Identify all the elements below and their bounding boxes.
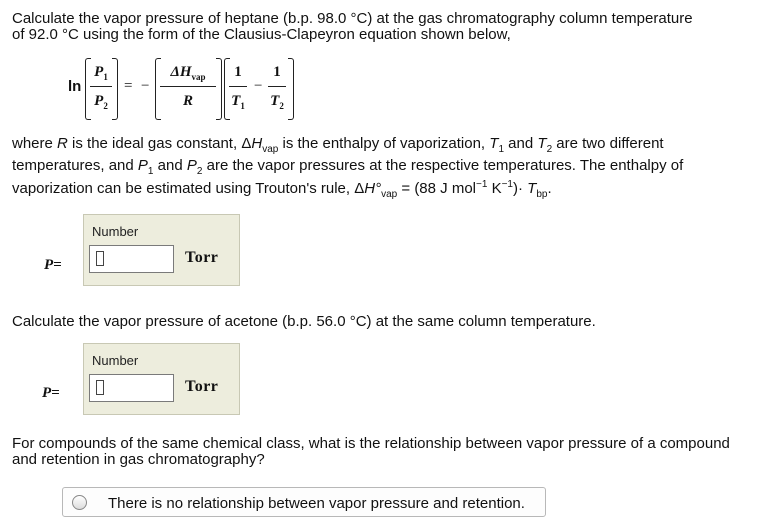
acetone-pressure-input[interactable]	[89, 374, 174, 402]
heptane-pressure-input[interactable]	[89, 245, 174, 273]
p2-symbol: P	[186, 157, 197, 174]
where-line-3: vaporization can be estimated using Trouton's rule, $\Delta H^\circ_{vap} = (88$ J mol$^{-1}$ $K^{-1})\cdot T_{bp}$.	[12, 179, 552, 200]
t2-symbol: T	[270, 93, 280, 109]
numerator-one: 1	[234, 64, 242, 80]
question-1-line-1: Calculate the vapor pressure of heptane (b.p. 98.0 °C) at the gas chromatography column temperature	[12, 10, 693, 27]
p1-symbol: P	[94, 64, 104, 80]
t2-subscript: 2	[279, 101, 284, 111]
option-label: There is no relationship between vapor pressure and retention.	[108, 495, 525, 512]
vap-subscript: vap	[191, 72, 206, 82]
exponent: −1	[476, 179, 488, 190]
vap-subscript: vap	[262, 144, 279, 155]
numerator-one: 1	[273, 64, 281, 80]
question-2: Calculate the vapor pressure of acetone (b.p. 56.0 °C) at the same column temperature.	[12, 313, 596, 330]
exponent: −1	[501, 179, 513, 190]
t1-subscript: 1	[498, 144, 505, 155]
bracket	[288, 58, 294, 120]
p2-subscript: 2	[103, 101, 108, 111]
minus-sign: −	[254, 78, 263, 94]
t2-subscript: 2	[546, 144, 553, 155]
bp-subscript: bp	[536, 189, 548, 200]
bracket	[216, 58, 222, 120]
radio-button[interactable]	[72, 495, 87, 510]
r-symbol: R	[57, 135, 68, 152]
h-standard-symbol: H°	[364, 180, 382, 197]
pressure-label: P=	[44, 257, 62, 273]
text-cursor	[96, 251, 104, 266]
answer-1-widget	[83, 214, 240, 286]
enthalpy-over-r	[160, 60, 216, 113]
answer-option-1[interactable]	[62, 487, 546, 517]
question-1-line-2: of 92.0 °C using the form of the Clausius-Clapeyron equation shown below,	[12, 26, 511, 43]
question-3-line-2: and retention in gas chromatography?	[12, 451, 265, 468]
pressure-ratio	[90, 60, 112, 113]
inverse-t2	[268, 60, 286, 113]
number-label: Number	[92, 353, 139, 368]
where-line-1: where R is the ideal gas constant, $\Delta H_{vap}$ is the enthalpy of vaporization, $T_1$ and $T_2$ are two different	[12, 135, 664, 155]
number-label: Number	[92, 224, 139, 239]
gas-constant-symbol: R	[182, 93, 193, 109]
t1-symbol: T	[489, 135, 499, 152]
p1-subscript: 1	[147, 166, 154, 177]
unit-label: Torr	[185, 378, 219, 395]
where-line-2: temperatures, and $P_1$ and $P_2$ are the vapor pressures at the respective temperatures. The enthalpy of	[12, 157, 684, 177]
pressure-label: P=	[42, 385, 60, 401]
question-3-line-1: For compounds of the same chemical class, what is the relationship between vapor pressure of a compound	[12, 435, 730, 452]
unit-label: Torr	[185, 249, 219, 266]
h-symbol: H	[251, 135, 263, 152]
answer-2-widget	[83, 343, 240, 415]
p2-subscript: 2	[196, 166, 203, 177]
p1-symbol: P	[137, 157, 148, 174]
t2-symbol: T	[537, 135, 547, 152]
vap-subscript: vap	[381, 189, 398, 200]
equals-sign: =	[124, 78, 133, 94]
t-boiling-symbol: T	[527, 180, 537, 197]
text-cursor	[96, 380, 104, 395]
delta-h-symbol: ΔH	[170, 64, 192, 80]
bracket	[112, 58, 118, 120]
clausius-clapeyron-equation	[68, 58, 308, 120]
p1-subscript: 1	[103, 72, 108, 82]
t1-subscript: 1	[240, 101, 245, 111]
ln-symbol: ln	[68, 78, 82, 95]
minus-sign: −	[141, 78, 150, 94]
t1-symbol: T	[231, 93, 241, 109]
inverse-t1	[229, 60, 247, 113]
p2-symbol: P	[94, 93, 104, 109]
